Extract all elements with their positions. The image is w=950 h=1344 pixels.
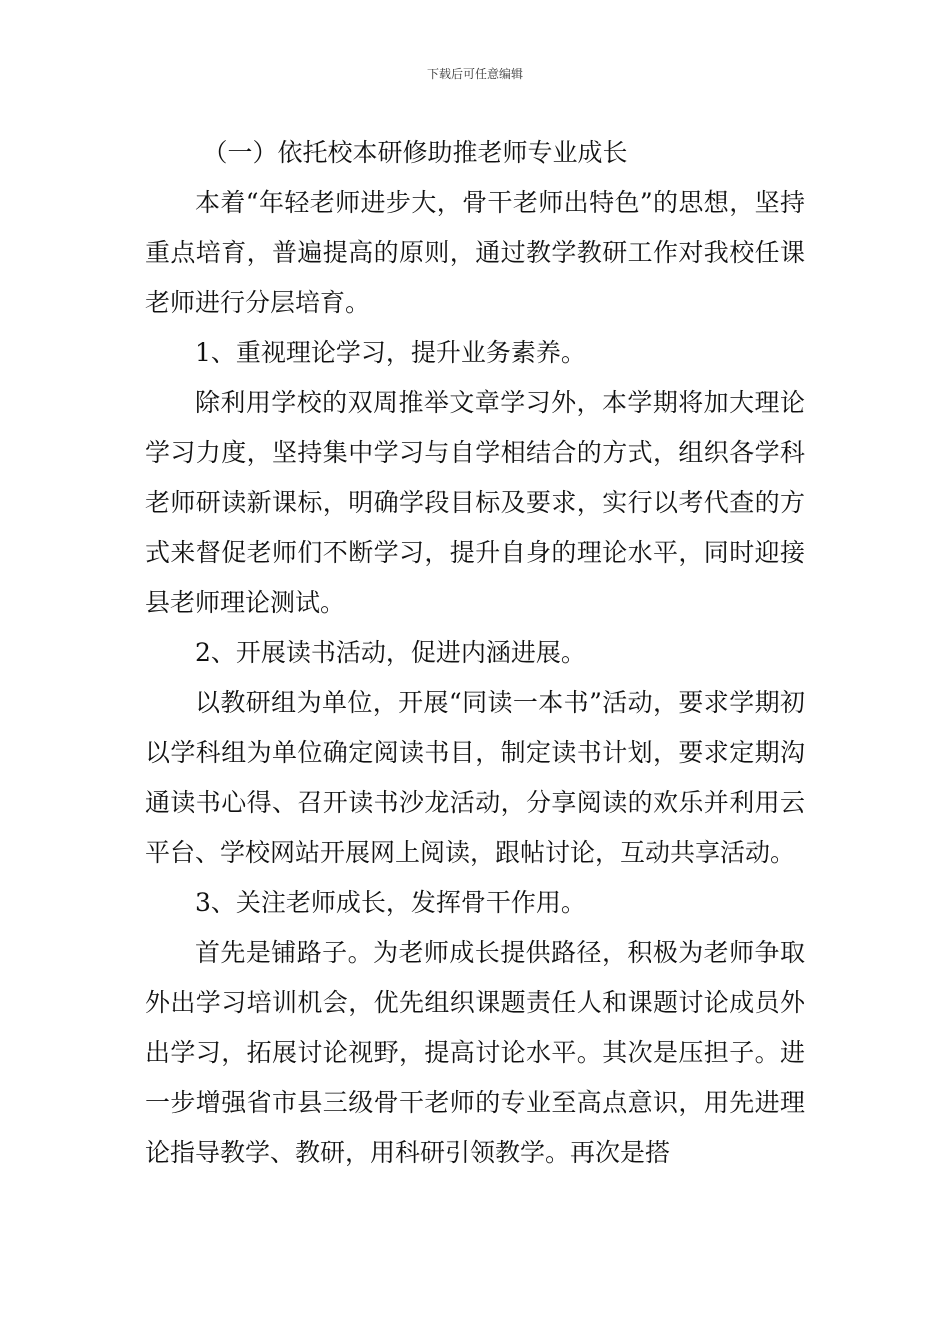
item-heading-3: 3、关注老师成长，发挥骨干作用。 (195, 888, 586, 917)
paragraph-intro: 本着“年轻老师进步大，骨干老师出特色”的思想，坚持重点培育，普遍提高的原则，通过教学教研工作对我校任课老师进行分层培育。 (145, 188, 805, 317)
item-heading-2: 2、开展读书活动，促进内涵进展。 (195, 638, 586, 667)
paragraph-teacher-growth: 首先是铺路子。为老师成长提供路径，积极为老师争取外出学习培训机会，优先组织课题责任人和课题讨论成员外出学习，拓展讨论视野，提高讨论水平。其次是压担子。进一步增强省市县三级骨干老师的专业至高点意识，用先进理论指导教学、教研，用科研引领教学。再次是搭 (145, 938, 805, 1167)
paragraph-reading-activity: 以教研组为单位，开展“同读一本书”活动，要求学期初以学科组为单位确定阅读书目，制定读书计划，要求定期沟通读书心得、召开读书沙龙活动，分享阅读的欢乐并利用云平台、学校网站开展网上阅读，跟帖讨论，互动共享活动。 (145, 688, 805, 867)
item-heading-1: 1、重视理论学习，提升业务素养。 (195, 338, 586, 367)
paragraph-theory-study: 除利用学校的双周推举文章学习外，本学期将加大理论学习力度，坚持集中学习与自学相结合的方式，组织各学科老师研读新课标，明确学段目标及要求，实行以考代查的方式来督促老师们不断学习，提升自身的理论水平，同时迎接县老师理论测试。 (145, 388, 805, 617)
section-title: （一）依托校本研修助推老师专业成长 (202, 138, 628, 167)
document-body (145, 128, 805, 1178)
page-header: 下载后可任意编辑 (426, 67, 523, 81)
